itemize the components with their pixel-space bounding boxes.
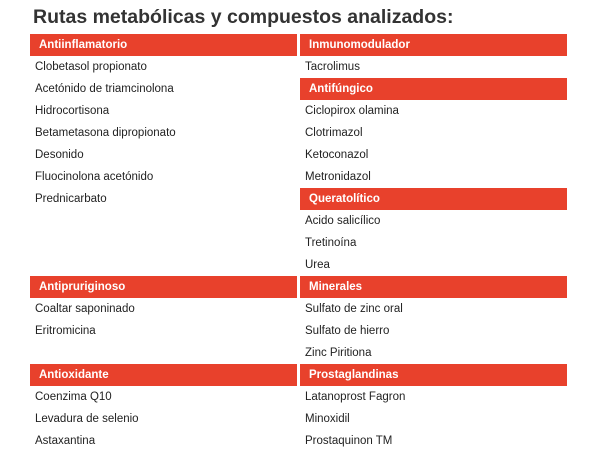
list-item: Clotrimazol [305,127,363,139]
list-item: Ciclopirox olamina [305,105,399,117]
list-item: Latanoprost Fagron [305,391,406,403]
list-item: Betametasona dipropionato [35,127,176,139]
header-antiinflamatorio: Antiinflamatorio [30,34,297,56]
header-inmunomodulador: Inmunomodulador [300,34,567,56]
list-item: Urea [305,259,330,271]
header-antioxidante: Antioxidante [30,364,297,386]
list-item: Acido salicílico [305,215,381,227]
list-item: Coaltar saponinado [35,303,135,315]
list-item: Metronidazol [305,171,371,183]
header-antifungico: Antifúngico [300,78,567,100]
header-antipruriginoso: Antipruriginoso [30,276,297,298]
list-item: Tretinoína [305,237,357,249]
list-item: Acetónido de triamcinolona [35,83,174,95]
list-item: Clobetasol propionato [35,61,147,73]
list-item: Hidrocortisona [35,105,110,117]
page-title: Rutas metabólicas y compuestos analizados: [33,6,454,28]
list-item: Fluocinolona acetónido [35,171,154,183]
right-column [300,34,567,452]
left-column [30,34,297,452]
list-item: Minoxidil [305,413,350,425]
spacer [30,342,297,364]
list-item: Zinc Piritiona [305,347,372,359]
list-item: Prednicarbato [35,193,107,205]
list-item: Ketoconazol [305,149,369,161]
header-minerales: Minerales [300,276,567,298]
header-queratolitico: Queratolítico [300,188,567,210]
spacer [30,210,297,232]
list-item: Coenzima Q10 [35,391,112,403]
spacer [30,232,297,254]
list-item: Eritromicina [35,325,96,337]
spacer [30,254,297,276]
header-prostaglandinas: Prostaglandinas [300,364,567,386]
list-item: Levadura de selenio [35,413,139,425]
list-item: Astaxantina [35,435,96,447]
list-item: Prostaquinon TM [305,435,393,447]
list-item: Sulfato de hierro [305,325,390,337]
list-item: Sulfato de zinc oral [305,303,403,315]
list-item: Desonido [35,149,84,161]
list-item: Tacrolimus [305,61,360,73]
